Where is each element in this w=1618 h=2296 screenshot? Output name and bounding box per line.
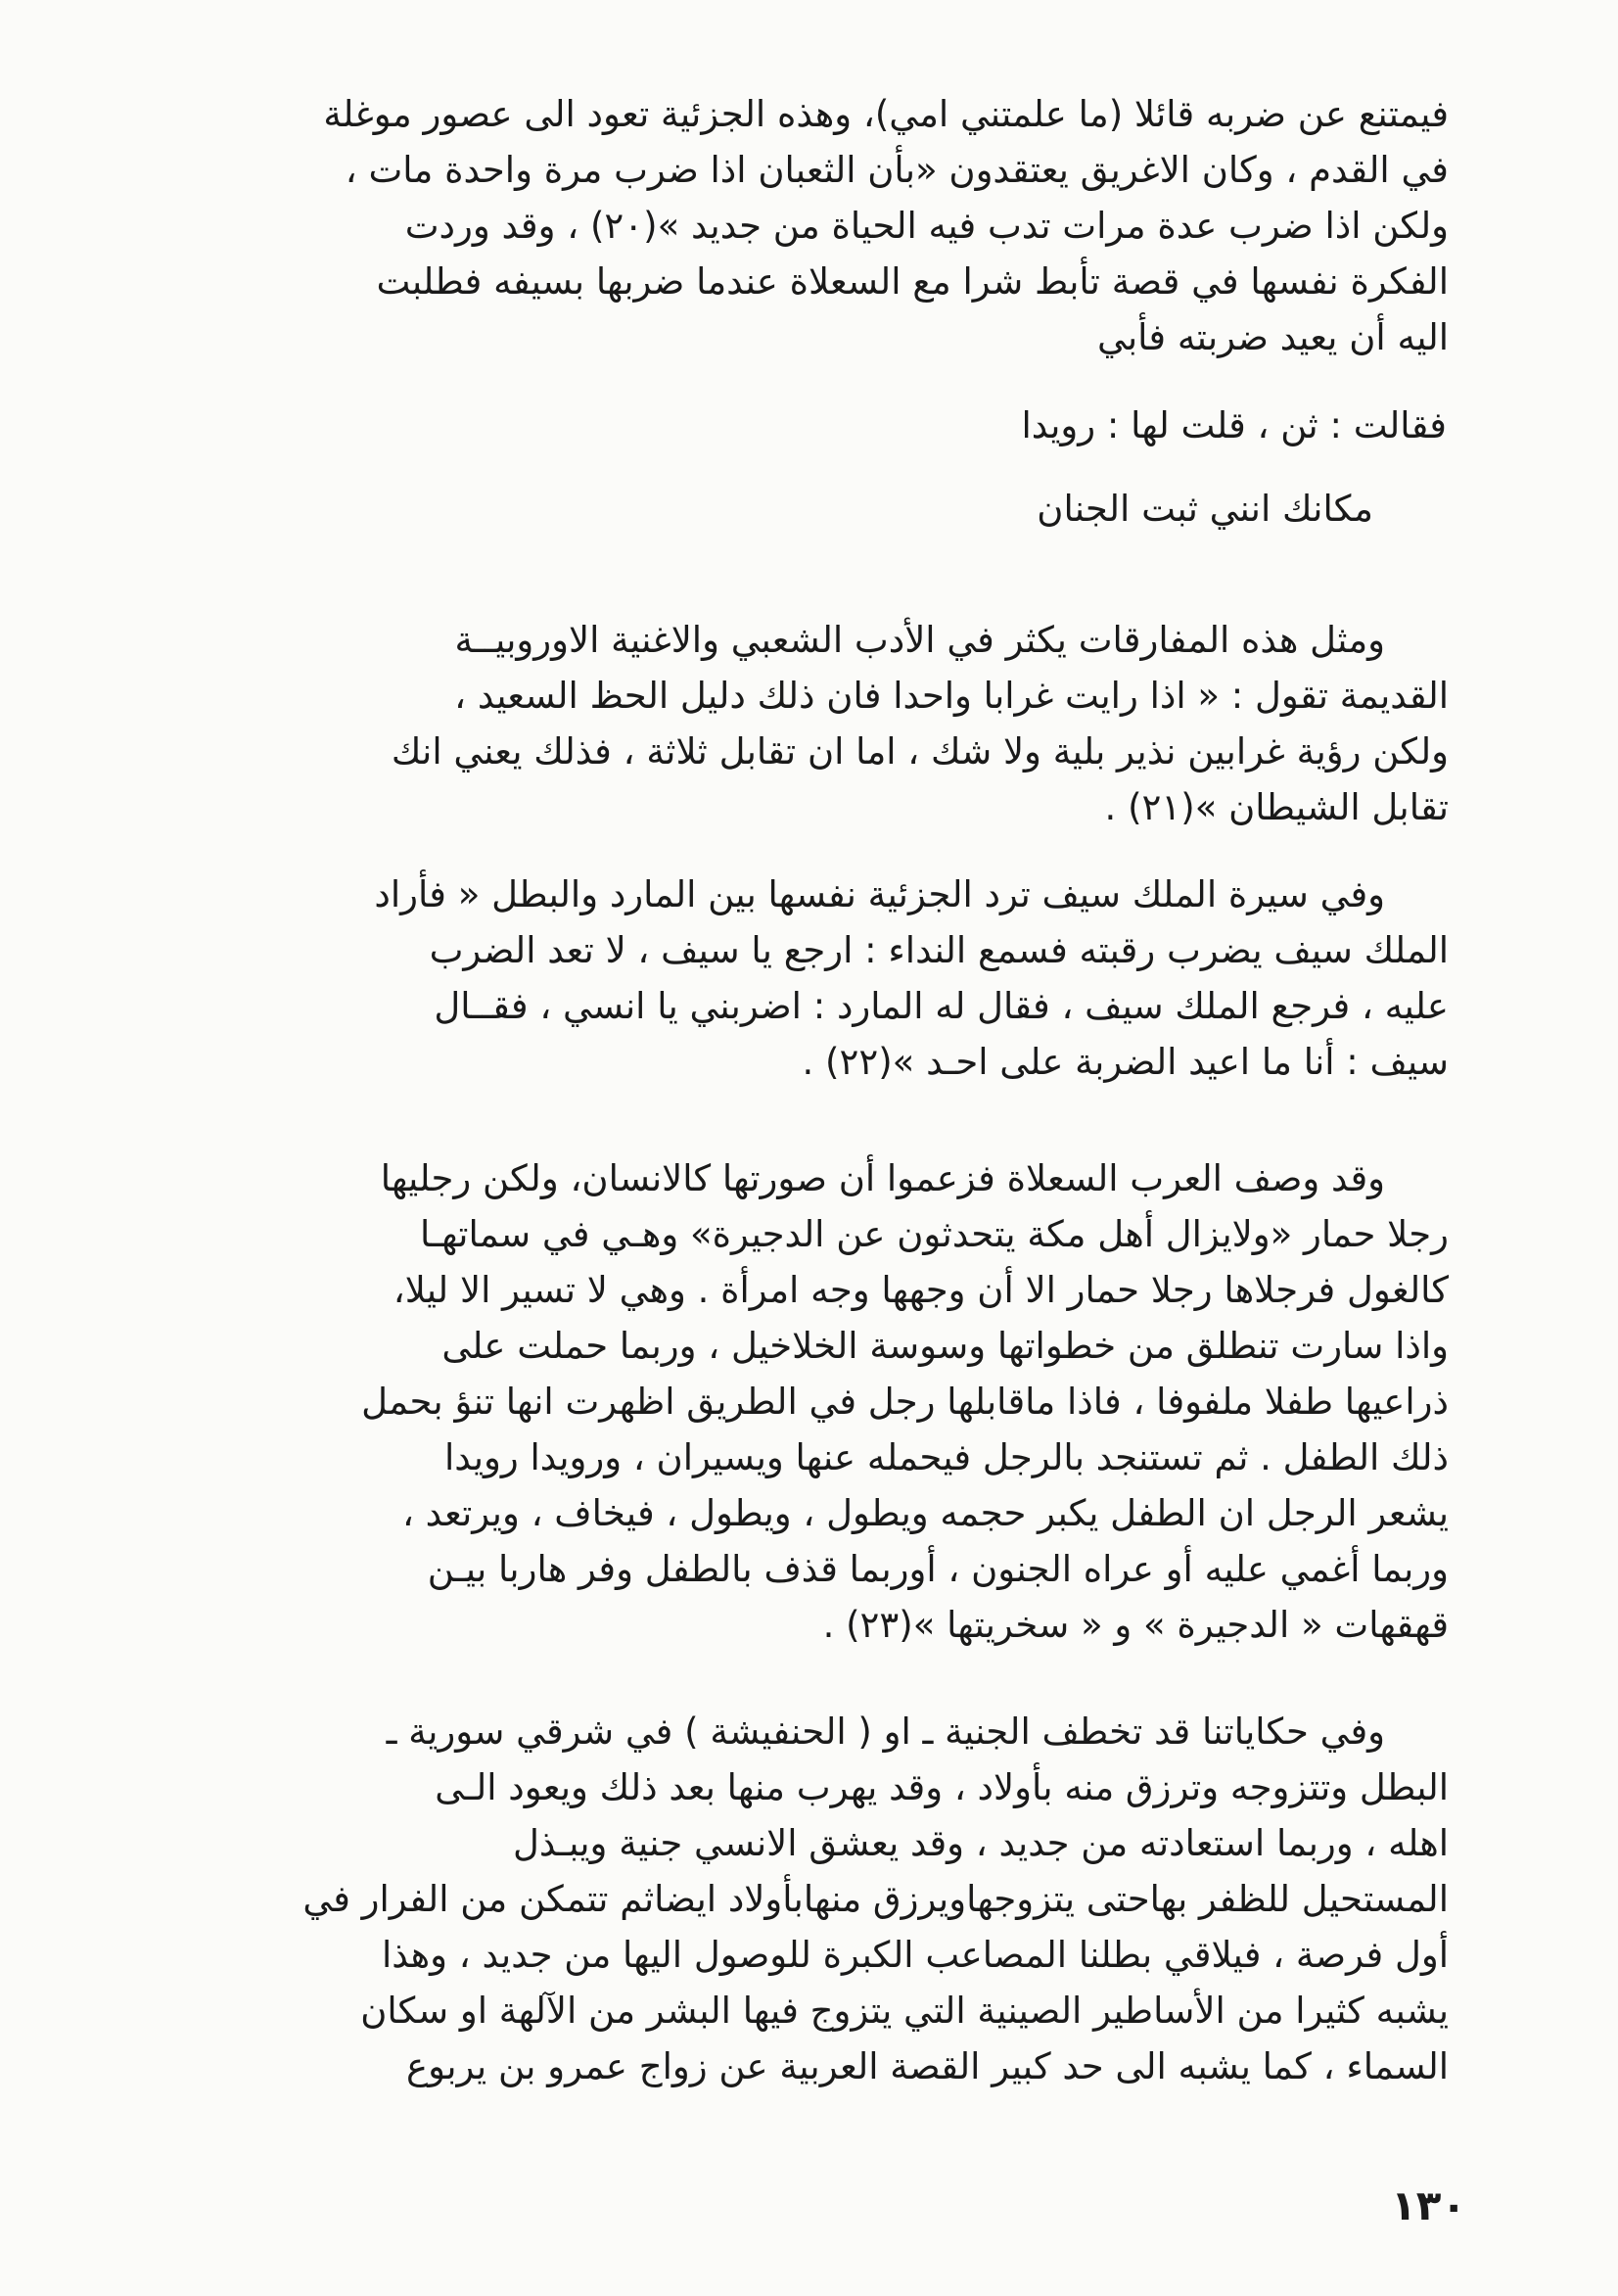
- text-line: تقابل الشيطان »(٢١) .: [1104, 786, 1449, 828]
- text-line: ومثل هذه المفارقات يكثر في الأدب الشعبي والاغنية الاوروبيــة: [454, 619, 1385, 661]
- text-line: وفي حكاياتنا قد تخطف الجنية ـ او ( الحنفيشة ) في شرقي سورية ـ: [386, 1710, 1385, 1753]
- text-line: عليه ، فرجع الملك سيف ، فقال له المارد : اضربني يا انسي ، فقــال: [434, 985, 1449, 1027]
- text-line: وفي سيرة الملك سيف ترد الجزئية نفسها بين المارد والبطل « فأراد: [374, 873, 1385, 915]
- text-line: ولكن اذا ضرب عدة مرات تدب فيه الحياة من جديد »(٢٠) ، وقد وردت: [404, 205, 1449, 247]
- text-line: وربما أغمي عليه أو عراه الجنون ، أوربما قذف بالطفل وفر هاربا بيـن: [427, 1548, 1449, 1590]
- paragraph-4: [176, 1150, 1449, 1653]
- verse-line-2: مكانك انني ثبت الجنان: [1037, 488, 1373, 530]
- text-line: القديمة تقول : « اذا رايت غرابا واحدا فان ذلك دليل الحظ السعيد ،: [454, 675, 1449, 717]
- text-line: رجلا حمار «ولايزال أهل مكة يتحدثون عن الدجيرة» وهـي في سماتهـا: [420, 1213, 1449, 1255]
- text-line: البطل وتتزوجه وترزق منه بأولاد ، وقد يهرب منها بعد ذلك ويعود الـى: [435, 1766, 1449, 1808]
- text-line: اليه أن يعيد ضربته فأبي: [1096, 316, 1449, 358]
- text-line: في القدم ، وكان الاغريق يعتقدون «بأن الثعبان اذا ضرب مرة واحدة مات ،: [345, 149, 1449, 191]
- paragraph-1: [176, 86, 1449, 365]
- text-line: يشبه كثيرا من الأساطير الصينية التي يتزوج فيها البشر من الآلهة او سكان: [360, 1990, 1449, 2032]
- text-line: فيمتنع عن ضربه قائلا (ما علمتني امي)، وهذه الجزئية تعود الى عصور موغلة: [323, 93, 1449, 135]
- text-line: كالغول فرجلاها رجلا حمار الا أن وجهها وجه امرأة . وهي لا تسير الا ليلا،: [393, 1269, 1449, 1311]
- paragraph-5: [176, 1704, 1449, 2094]
- text-line: ذراعيها طفلا ملفوفا ، فاذا ماقابلها رجل في الطريق اظهرت انها تنؤ بحمل: [361, 1381, 1449, 1423]
- text-line: ولكن رؤية غرابين نذير بلية ولا شك ، اما ان تقابل ثلاثة ، فذلك يعني انك: [391, 730, 1449, 773]
- text-line: السماء ، كما يشبه الى حد كبير القصة العربية عن زواج عمرو بن يربوع: [406, 2045, 1449, 2087]
- text-line: سيف : أنا ما اعيد الضربة على احـد »(٢٢) .: [802, 1041, 1449, 1083]
- text-line: المستحيل للظفر بهاحتى يتزوجهاويرزق منهابأولاد ايضاثم تتمكن من الفرار في: [302, 1878, 1449, 1920]
- text-line: وقد وصف العرب السعلاة فزعموا أن صورتها كالانسان، ولكن رجليها: [380, 1157, 1385, 1199]
- text-line: الملك سيف يضرب رقبته فسمع النداء : ارجع يا سيف ، لا تعد الضرب: [429, 929, 1449, 971]
- page-number: ١٣٠: [1391, 2181, 1466, 2229]
- text-line: اهله ، وربما استعادته من جديد ، وقد يعشق الانسي جنية ويبـذل: [512, 1822, 1449, 1864]
- paragraph-2: [176, 612, 1449, 835]
- text-line: يشعر الرجل ان الطفل يكبر حجمه ويطول ، ويطول ، فيخاف ، ويرتعد ،: [401, 1492, 1449, 1534]
- text-line: قهقهات « الدجيرة » و « سخريتها »(٢٣) .: [822, 1604, 1449, 1646]
- text-line: الفكرة نفسها في قصة تأبط شرا مع السعلاة عندما ضربها بسيفه فطلبت: [376, 260, 1449, 303]
- text-line: ذلك الطفل . ثم تستنجد بالرجل فيحمله عنها ويسيران ، ورويدا رويدا: [444, 1436, 1449, 1478]
- text-line: واذا سارت تنطلق من خطواتها وسوسة الخلاخيل ، وربما حملت على: [441, 1325, 1449, 1367]
- verse-line-1: فقالت : ثن ، قلت لها : رويدا: [1021, 404, 1447, 446]
- text-line: أول فرصة ، فيلاقي بطلنا المصاعب الكبرة للوصول اليها من جديد ، وهذا: [381, 1934, 1449, 1976]
- paragraph-3: [176, 867, 1449, 1090]
